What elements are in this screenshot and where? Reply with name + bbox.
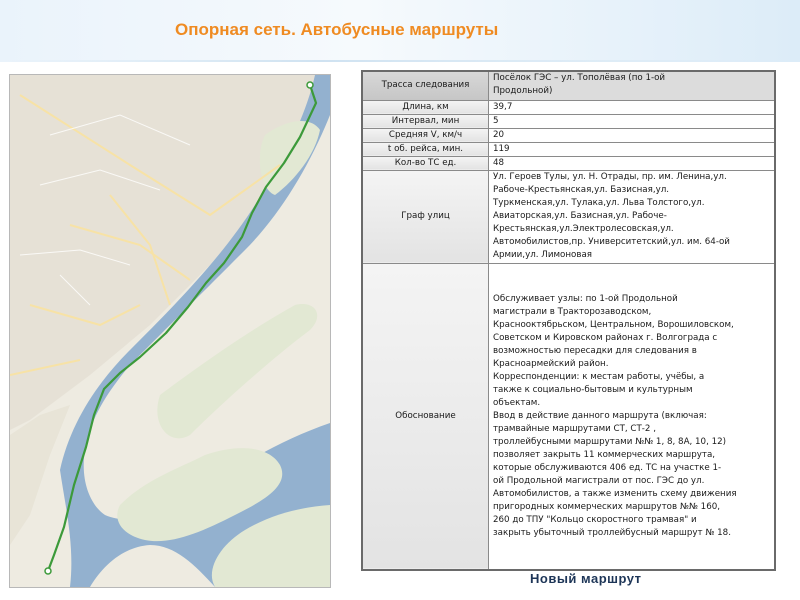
table-row <box>362 142 775 156</box>
row-label: Граф улиц <box>362 170 489 263</box>
row-label: Интервал, мин <box>362 114 489 128</box>
table-row <box>362 128 775 142</box>
table-row <box>362 170 775 263</box>
figure-caption: Новый маршрут <box>530 571 642 586</box>
table-row <box>362 263 775 570</box>
row-label: t об. рейса, мин. <box>362 142 489 156</box>
row-label: Средняя V, км/ч <box>362 128 489 142</box>
row-label: Обоснование <box>362 263 489 570</box>
route-map <box>9 74 331 588</box>
row-value: 39,7 <box>489 100 776 114</box>
table-row <box>362 114 775 128</box>
row-label: Кол-во ТС ед. <box>362 156 489 170</box>
row-value: Посёлок ГЭС – ул. Тополёвая (по 1-ой Продольной) <box>489 71 776 100</box>
row-value: 48 <box>489 156 776 170</box>
route-end-marker-icon <box>307 82 313 88</box>
table-row <box>362 100 775 114</box>
page-title: Опорная сеть. Автобусные маршруты <box>175 20 499 39</box>
row-label: Длина, км <box>362 100 489 114</box>
row-value: 119 <box>489 142 776 156</box>
row-value: Ул. Героев Тулы, ул. Н. Отрады, пр. им. Ленина,ул. Рабоче-Крестьянская,ул. Базисная,ул. Туркменская,ул. Тулака,ул. Льва Толстого,ул. Авиаторская,ул. Базисная,ул. Рабоче- Крестьянская,ул.Электролесовская,ул. Автомобилистов,пр. Университетский,ул. им. 64-ой Армии,ул. Лимоновая <box>489 170 776 263</box>
table-row <box>362 156 775 170</box>
route-info-table <box>361 70 776 571</box>
row-value: 5 <box>489 114 776 128</box>
row-value: Обслуживает узлы: по 1-ой Продольной магистрали в Тракторозаводском, Краснооктябрьском, Центральном, Ворошиловском, Советском и Кировском районах г. Волгограда с возможностью пересадки для следования в Красноармейский район. Корреспонденции: к местам работы, учёбы, а также к социально-бытовым и культурным объектам. Ввод в действие данного маршрута (включая: трамвайные маршрутами СТ, СТ-2 , троллейбусными маршрутами №№ 1, 8, 8А, 10, 12) позволяет закрыть 11 коммерческих маршрута, которые обслуживаются 406 ед. ТС на участке 1- ой Продольной магистрали от пос. ГЭС до ул. Автомобилистов, а также изменить схему движения пригородных коммерческих маршрутов №№ 160, 260 до ТПУ "Кольцо скоростного трамвая" и закрыть убыточный троллейбусный маршрут № 18. <box>489 263 776 570</box>
row-label: Трасса следования <box>362 71 489 100</box>
route-start-marker-icon <box>45 568 51 574</box>
row-value: 20 <box>489 128 776 142</box>
table-row <box>362 71 775 100</box>
